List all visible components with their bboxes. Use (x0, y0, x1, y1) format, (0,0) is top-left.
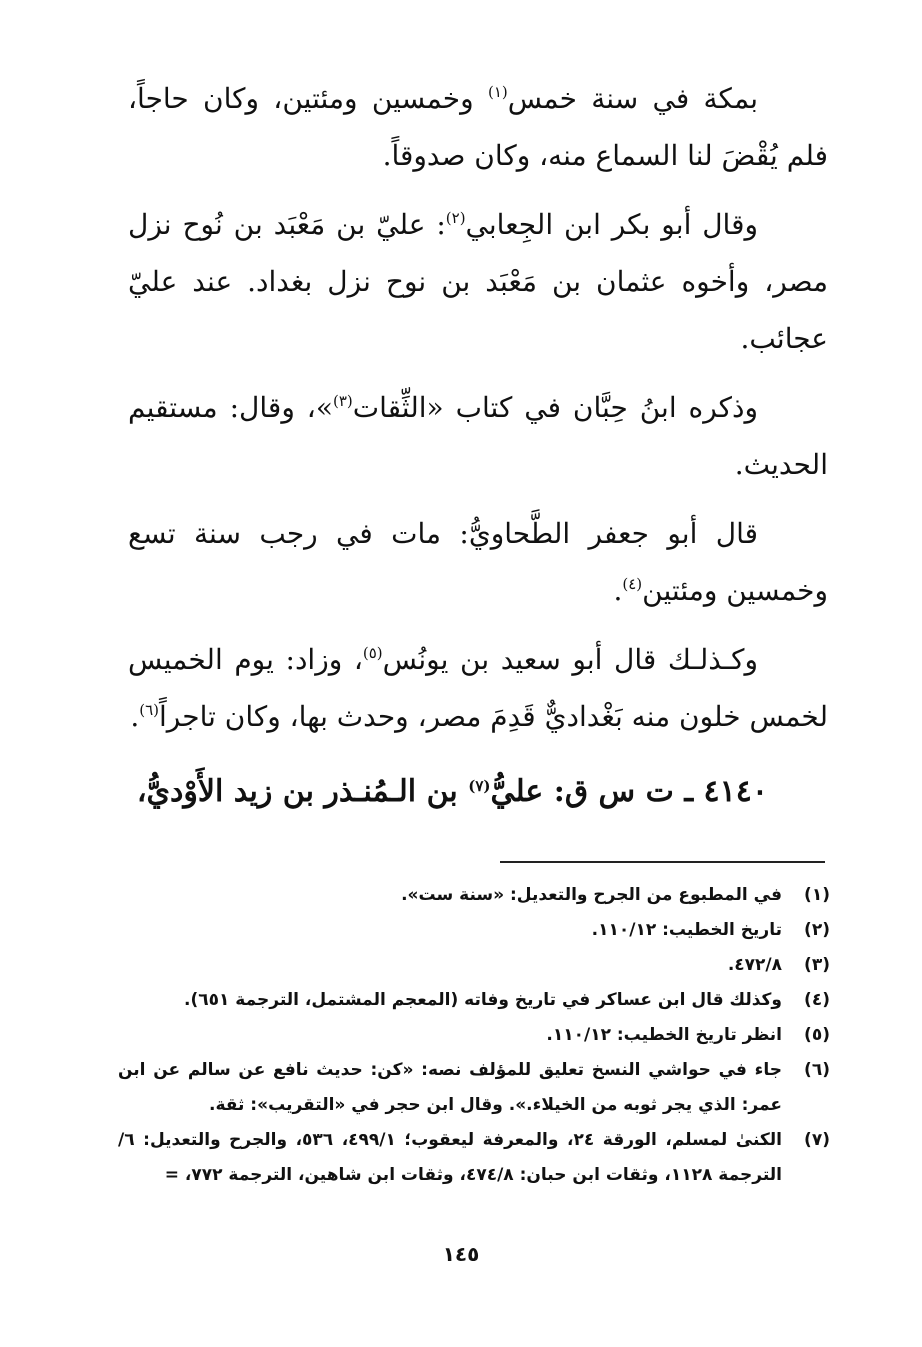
page-number: ١٤٥ (442, 1242, 480, 1266)
text-run: وكـذلـك قال أبو سعيد بن يونُس (382, 643, 758, 676)
footnote-number: (٧) (804, 1130, 830, 1150)
text-run: . (613, 574, 623, 607)
footnote-ref-1[interactable]: (١) (487, 83, 508, 101)
text-run: : عليّ بن مَعْبَد بن نُوح نزل مصر، وأخوه عثمان بن مَعْبَد بن نوح نزل بغداد. عند عليّ عجائب. (128, 208, 828, 355)
text-run: قال أبو جعفر الطَّحاويُّ: مات في رجب سنة تسع وخمسين ومئتين (128, 517, 828, 607)
text-run: بمكة في سنة خمس (507, 82, 759, 115)
footnote-6 (118, 1053, 830, 1123)
footnote-7 (118, 1123, 830, 1193)
footnote-ref-4[interactable]: (٤) (622, 575, 643, 593)
footnote-2 (118, 913, 830, 948)
footnote-1 (118, 878, 830, 913)
footnote-number: (١) (804, 885, 830, 905)
footnote-4 (118, 983, 830, 1018)
footnote-separator (500, 861, 825, 863)
footnote-text: تاريخ الخطيب: ١١٠/١٢. (591, 920, 782, 940)
footnote-number: (٦) (804, 1060, 830, 1080)
footnote-text: في المطبوع من الجرح والتعديل: «سنة ست». (401, 885, 782, 905)
paragraph-1 (128, 70, 828, 184)
footnote-number: (٤) (804, 990, 830, 1010)
entry-heading-end: بن الـمُنـذر بن زيد الأَوْديُّ، (136, 774, 469, 809)
text-run: ، وزاد: يوم الخميس لخمس خلون منه بَغْداديٌّ قَدِمَ مصر، وحدث بها، وكان تاجراً (128, 643, 828, 733)
footnotes (118, 878, 830, 1193)
footnote-ref-6[interactable]: (٦) (139, 701, 160, 719)
text-run: . (130, 700, 140, 733)
paragraph-2 (128, 196, 828, 367)
text-run: »، وقال: مستقيم الحديث. (128, 391, 828, 481)
footnote-5 (118, 1018, 830, 1053)
paragraph-4 (128, 505, 828, 619)
footnote-text: وكذلك قال ابن عساكر في تاريخ وفاته (المعجم المشتمل، الترجمة ٦٥١). (184, 990, 782, 1010)
footnote-number: (٥) (804, 1025, 830, 1045)
footnote-number: (٢) (804, 920, 830, 940)
footnote-ref-7[interactable]: (٧) (468, 777, 491, 795)
paragraph-3 (128, 379, 828, 493)
footnote-ref-5[interactable]: (٥) (362, 644, 383, 662)
footnote-text: جاء في حواشي النسخ تعليق للمؤلف نصه: «كن: حديث نافع عن سالم عن ابن عمر: الذي يجر ثوبه من الخيلاء.». وقال ابن حجر في «التقريب»: ثقة. (118, 1060, 782, 1115)
text-run: وخمسين ومئتين، وكان حاجاً، فلم يُقْضَ لنا السماع منه، وكان صدوقاً. (128, 82, 828, 172)
footnote-ref-2[interactable]: (٢) (445, 209, 466, 227)
main-text (128, 70, 828, 757)
text-run: وقال أبو بكر ابن الجِعابي (465, 208, 758, 241)
footnote-text: ٤٧٢/٨. (727, 955, 782, 975)
footnote-text: الكنىٰ لمسلم، الورقة ٢٤، والمعرفة ليعقوب؛ ٤٩٩/١، ٥٣٦، والجرح والتعديل: ٦/الترجمة ١١٢٨، وثقات ابن حبان: ٤٧٤/٨، وثقات ابن شاهين، الترجمة ٧٧٢، = (118, 1130, 782, 1185)
footnote-number: (٣) (804, 955, 830, 975)
footnote-3 (118, 948, 830, 983)
text-run: وذكره ابنُ حِبَّان في كتاب «الثِّقات (352, 391, 758, 424)
entry-heading-start: ٤١٤٠ ـ ت س ق: عليُّ (490, 774, 768, 809)
entry-heading (128, 762, 828, 822)
footnote-ref-3[interactable]: (٣) (332, 392, 353, 410)
paragraph-5 (128, 631, 828, 745)
footnote-text: انظر تاريخ الخطيب: ١١٠/١٢. (546, 1025, 782, 1045)
